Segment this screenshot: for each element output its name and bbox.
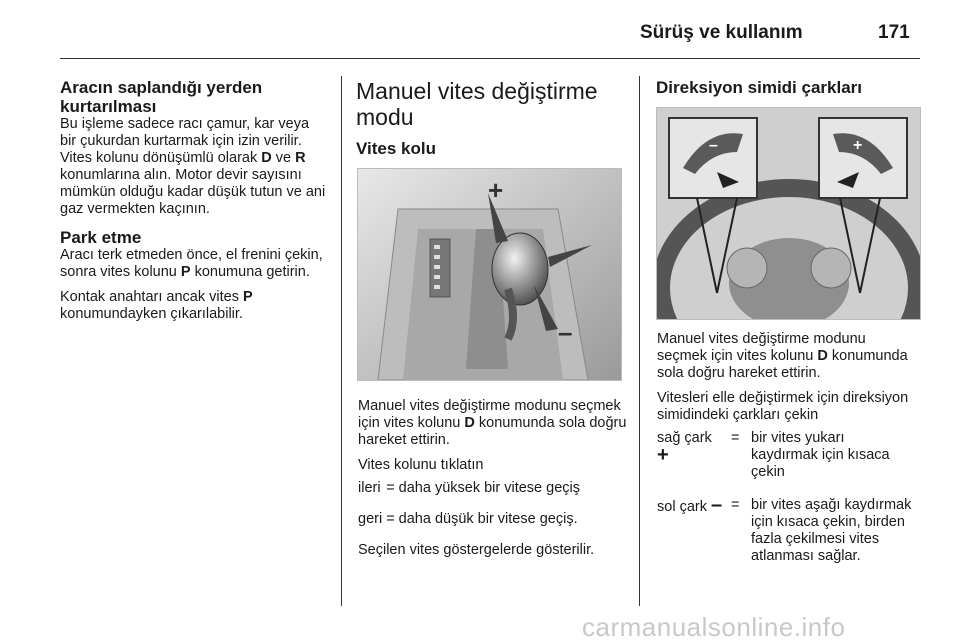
table-row: [358, 511, 584, 528]
def-desc: daha yüksek bir vitese geçiş: [398, 480, 580, 496]
col2-gear-d: D: [464, 415, 475, 431]
def-term: [657, 494, 731, 565]
paddle-defs: [657, 430, 919, 565]
def-desc: bir vites aşağı kaydırmak için kısaca çekin, birden fazla çekilmesi vites atlanması sağlar.: [751, 497, 912, 564]
col2-para1: [358, 398, 630, 449]
key-text-1: Kontak anahtarı ancak vites: [60, 289, 243, 305]
key-text-2: konumundayken çıkarılabilir.: [60, 306, 243, 322]
key-gear-p: P: [242, 289, 253, 305]
col2-para1-text-b: konumunda sola doğru hareket ettirin.: [358, 415, 627, 448]
park-text-2: konumuna getirin.: [190, 264, 310, 280]
column-3: [656, 78, 918, 98]
column-divider-1: [341, 76, 342, 606]
def-term: [657, 430, 731, 481]
def-term: ileri: [358, 480, 381, 496]
column-3-lower: [657, 331, 919, 565]
rescue-gear-d: D: [261, 150, 272, 166]
def-eq: =: [731, 497, 740, 513]
park-heading: Park etme: [60, 228, 142, 247]
def-eq: =: [386, 480, 395, 496]
column-2-lower: [358, 398, 630, 559]
rescue-heading: Aracın saplandığı yerden kurtarılması: [60, 78, 263, 116]
park-gear-p: P: [180, 264, 191, 280]
column-divider-2: [639, 76, 640, 606]
col3-para1-text-a: Manuel vites değiştirme modunu seçmek için vites kolunu: [657, 331, 866, 364]
def-eq: =: [386, 511, 395, 527]
table-row: [657, 497, 919, 565]
park-paragraph: [60, 247, 328, 281]
minus-sign-icon: –: [711, 494, 723, 516]
page-number: 171: [878, 22, 910, 43]
def-desc: daha düşük bir vitese geçiş.: [398, 511, 578, 527]
column-2: [356, 78, 628, 159]
table-row: [358, 480, 584, 497]
column-1: [60, 78, 328, 323]
rescue-gear-r: R: [295, 150, 306, 166]
rescue-paragraph: [60, 116, 328, 218]
table-row: [657, 430, 919, 481]
def-term-label: sol çark: [657, 499, 707, 515]
plus-sign-icon: +: [657, 444, 669, 466]
gear-lever-defs: [358, 480, 584, 528]
col2-para3: Seçilen vites göstergelerde gösterilir.: [358, 542, 595, 558]
rescue-text-2: ve: [271, 150, 296, 166]
paddles-heading: Direksiyon simidi çarkları: [656, 78, 862, 97]
rescue-text-1: Bu işleme sadece racı çamur, kar veya bir çukurdan kurtarmak için izin verilir. Vites kolunu dönüşümlü olarak: [60, 116, 310, 166]
header-rule: [60, 58, 920, 59]
col3-para1-text-b: konumunda sola doğru hareket ettirin.: [657, 348, 908, 381]
plus-sign-icon: +: [853, 137, 863, 154]
gear-lever-figure: [357, 168, 622, 381]
manual-mode-heading: Manuel vites değiştirme modu: [356, 78, 598, 130]
col3-para2: Vitesleri elle değiştirmek için direksiyon simidindeki çarkları çekin: [657, 390, 909, 423]
rescue-text-3: konumlarına alın. Motor devir sayısını mümkün olduğu kadar düşük tutun ve ani gaz vermekten kaçının.: [60, 167, 326, 217]
watermark: carmanualsonline.info: [582, 612, 846, 642]
key-paragraph: [60, 289, 328, 323]
park-text-1: Aracı terk etmeden önce, el frenini çekin, sonra vites kolunu: [60, 247, 323, 280]
gear-lever-subheading: Vites kolu: [356, 139, 436, 158]
def-term-label: sağ çark: [657, 430, 712, 446]
page-header-title: Sürüş ve kullanım: [640, 22, 803, 43]
plus-sign-icon: +: [488, 175, 504, 205]
minus-sign-icon: –: [709, 137, 718, 154]
def-term: geri: [358, 511, 383, 527]
col3-gear-d: D: [817, 348, 828, 364]
minus-sign-icon: –: [558, 317, 573, 347]
col2-para2: Vites kolunu tıklatın: [358, 457, 484, 473]
def-eq: =: [731, 430, 740, 446]
def-desc: bir vites yukarı kaydırmak için kısaca çekin: [751, 430, 890, 480]
steering-wheel-figure: [656, 107, 921, 320]
col3-para1: [657, 331, 919, 382]
col2-para1-text-a: Manuel vites değiştirme modunu seçmek için vites kolunu: [358, 398, 621, 431]
